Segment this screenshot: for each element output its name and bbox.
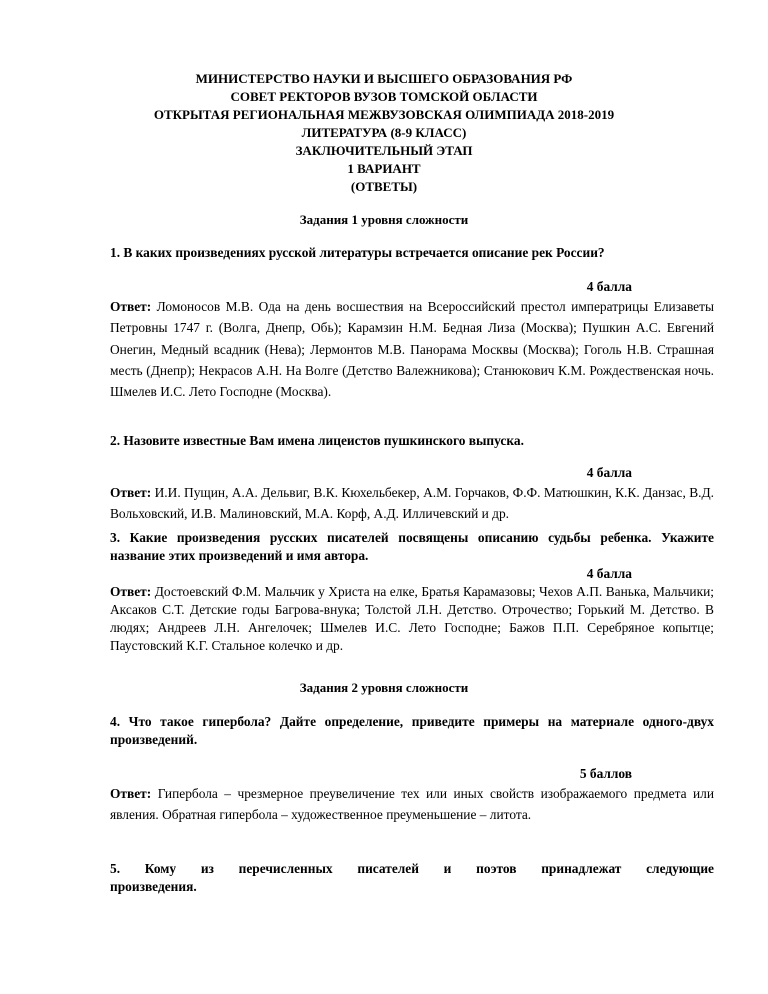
answer-text: Гипербола – чрезмерное преувеличение тех или иных свойств изображаемого предмета или явления. Обратная гипербола – художественное преуменьшение – литота. — [110, 786, 714, 823]
answer-label: Ответ: — [110, 485, 152, 500]
section-title-level-2: Задания 2 уровня сложности — [299, 680, 469, 695]
question-text: 2. Назовите известные Вам имена лицеистов пушкинского выпуска. — [110, 433, 524, 448]
answer-label: Ответ: — [110, 299, 152, 314]
question-points: 5 баллов — [579, 766, 632, 781]
question-text: 4. Что такое гипербола? Дайте определение, приведите примеры на материале одного-двух произведений. — [110, 714, 714, 747]
header-olympiad: ОТКРЫТАЯ РЕГИОНАЛЬНАЯ МЕЖВУЗОВСКАЯ ОЛИМПИАДА 2018-2019 — [153, 107, 615, 122]
document-header — [0, 70, 768, 196]
header-subject: ЛИТЕРАТУРА (8-9 КЛАСС) — [301, 125, 467, 140]
question-block-5 — [110, 860, 714, 896]
answer-text: Достоевский Ф.М. Мальчик у Христа на елке, Братья Карамазовы; Чехов А.П. Ванька, Мальчики; Аксаков С.Т. Детские годы Багрова-внука; Толстой Л.Н. Детство. Отрочество; Горький М. Детство. В людях; Андреев Л.Н. Ангелочек; Шмелев И.С. Лето Господне; Бажов П.П. Серебряное копытце; Паустовский К.Г. Стальное колечко и др. — [110, 584, 714, 653]
answer-paragraph — [110, 296, 714, 402]
header-answers: (ОТВЕТЫ) — [350, 179, 418, 194]
header-ministry: МИНИСТЕРСТВО НАУКИ И ВЫСШЕГО ОБРАЗОВАНИЯ РФ — [195, 71, 573, 86]
header-variant: 1 ВАРИАНТ — [347, 161, 421, 176]
question-block-1 — [110, 244, 714, 402]
header-stage: ЗАКЛЮЧИТЕЛЬНЫЙ ЭТАП — [295, 143, 473, 158]
answer-label: Ответ: — [110, 584, 152, 599]
section-title-level-1: Задания 1 уровня сложности — [299, 212, 469, 227]
question-block-2 — [110, 432, 714, 525]
answer-paragraph — [110, 783, 714, 826]
question-text: 5. Кому из перечисленных писателей и поэтов принадлежат следующие произведения. — [110, 861, 714, 894]
answer-paragraph — [110, 583, 714, 655]
header-council: СОВЕТ РЕКТОРОВ ВУЗОВ ТОМСКОЙ ОБЛАСТИ — [230, 89, 538, 104]
answer-text: И.И. Пущин, А.А. Дельвиг, В.К. Кюхельбекер, А.М. Горчаков, Ф.Ф. Матюшкин, К.К. Данзас, В.Д. Вольховский, И.В. Малиновский, М.А. Корф, А.Д. Илличевский и др. — [110, 485, 714, 522]
answer-label: Ответ: — [110, 786, 152, 801]
answer-paragraph — [110, 482, 714, 525]
question-text: 1. В каких произведениях русской литературы встречается описание рек России? — [110, 245, 605, 260]
question-points: 4 балла — [586, 566, 632, 581]
question-block-3 — [110, 529, 714, 655]
question-points: 4 балла — [586, 279, 632, 294]
answer-text: Ломоносов М.В. Ода на день восшествия на Всероссийский престол императрицы Елизаветы Петровны 1747 г. (Волга, Днепр, Обь); Карамзин Н.М. Бедная Лиза (Москва); Пушкин А.С. Евгений Онегин, Медный всадник (Нева); Лермонтов М.В. Панорама Москвы (Москва); Гоголь Н.В. Страшная месть (Днепр); Некрасов А.Н. На Волге (Детство Валежникова); Станюкович К.М. Рождественская ночь. Шмелев И.С. Лето Господне (Москва). — [110, 299, 714, 400]
question-text: 3. Какие произведения русских писателей посвящены описанию судьбы ребенка. Укажите название этих произведений и имя автора. — [110, 530, 714, 563]
question-points: 4 балла — [586, 465, 632, 480]
question-block-4 — [110, 713, 714, 826]
